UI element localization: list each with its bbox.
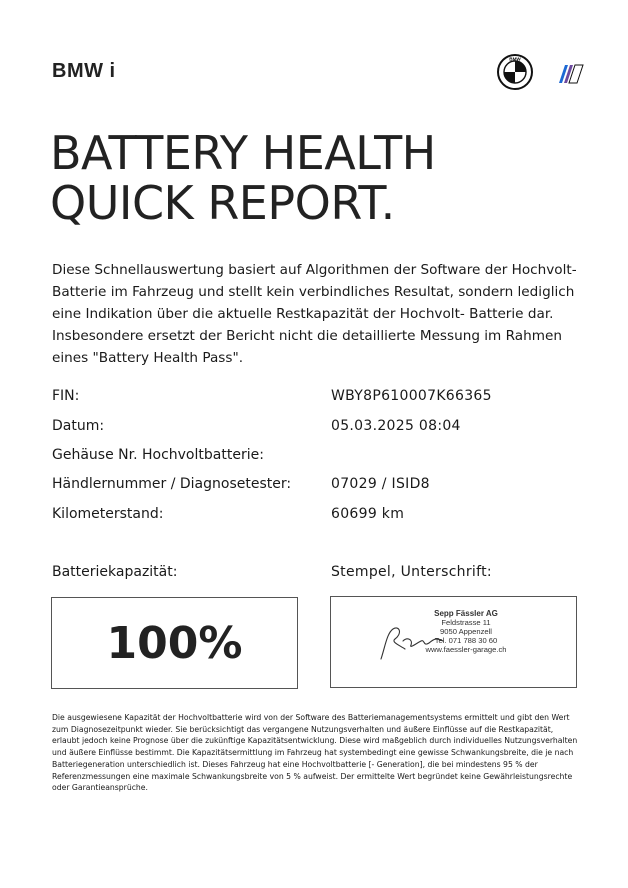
dealer-tester-label: Händlernummer / Diagnosetester: — [52, 476, 292, 492]
svg-text:BMW: BMW — [509, 56, 521, 62]
handwritten-signature — [373, 619, 453, 664]
bmw-i-stripes-icon — [559, 65, 583, 83]
stamp-company-name: Sepp Fässler AG — [434, 609, 498, 618]
disclaimer-footnote: Die ausgewiesene Kapazität der Hochvoltbatterie wird von der Software des Batteriemanagementsystems ermittelt und gibt den Wert zum Diagnosezeitpunkt wieder. Sie berücksichtigt das vergangene Nutzungsverhalten und äußere Einflüsse auf die Restkapazität, erlaubt jedoch keine Prognose über die zukünftige Kapazitätsentwicklung. Diese wird maßgeblich durch individuelles Nutzungsverhalten und äußere Einflüsse bestimmt. Die Kapazitätsermittlung im Fahrzeug hat systembedingt eine gewisse Schwankungsbreite, die je nach Batteriegeneration unterschiedlich ist. Dieses Fahrzeug hat eine Hochvoltbatterie [- Generation], die bei mindestens 95 % der Referenzmessungen eine maximale Schwankungsbreite von 5 % aufweist. Der ermittelte Wert begründet keine Gewährleistungsrechte oder Garantieansprüche. — [52, 713, 578, 793]
stamp-phone: Tel. 071 788 30 60 — [434, 636, 498, 645]
report-title-line-2: QUICK REPORT. — [50, 176, 395, 230]
capacity-label: Batteriekapazität: — [52, 564, 178, 580]
brand-name: BMW i — [52, 60, 116, 82]
stamp-signature-box — [330, 596, 577, 688]
stamp-web: www.faessler-garage.ch — [425, 645, 507, 654]
bmw-roundel-logo-icon — [498, 55, 532, 89]
capacity-value: 100% — [106, 617, 243, 669]
stamp-street: Feldstrasse 11 — [441, 618, 491, 627]
capacity-box — [51, 597, 298, 689]
battery-housing-label: Gehäuse Nr. Hochvoltbatterie: — [52, 447, 264, 463]
mileage-value: 60699 km — [331, 506, 405, 522]
intro-paragraph: Diese Schnellauswertung basiert auf Algorithmen der Software der Hochvolt- Batterie im Fahrzeug und stellt kein verbindliches Resultat, sondern lediglich eine Indikation über die aktuelle Restkapazität der Hochvolt- Batterie dar. Insbesondere ersetzt der Bericht nicht die detaillierte Messung im Rahmen eines "Battery Health Pass". — [52, 262, 577, 366]
date-value: 05.03.2025 08:04 — [331, 418, 461, 434]
fin-value: WBY8P610007K66365 — [331, 388, 492, 404]
dealer-tester-value: 07029 / ISID8 — [331, 476, 430, 492]
report-title — [50, 128, 436, 228]
stamp-city: 9050 Appenzell — [440, 627, 492, 636]
mileage-label: Kilometerstand: — [52, 506, 164, 522]
report-title-line-1: BATTERY HEALTH — [50, 126, 436, 180]
signature-label: Stempel, Unterschrift: — [331, 564, 492, 580]
fin-label: FIN: — [52, 388, 80, 404]
date-label: Datum: — [52, 418, 105, 434]
brand-logos — [497, 53, 587, 93]
